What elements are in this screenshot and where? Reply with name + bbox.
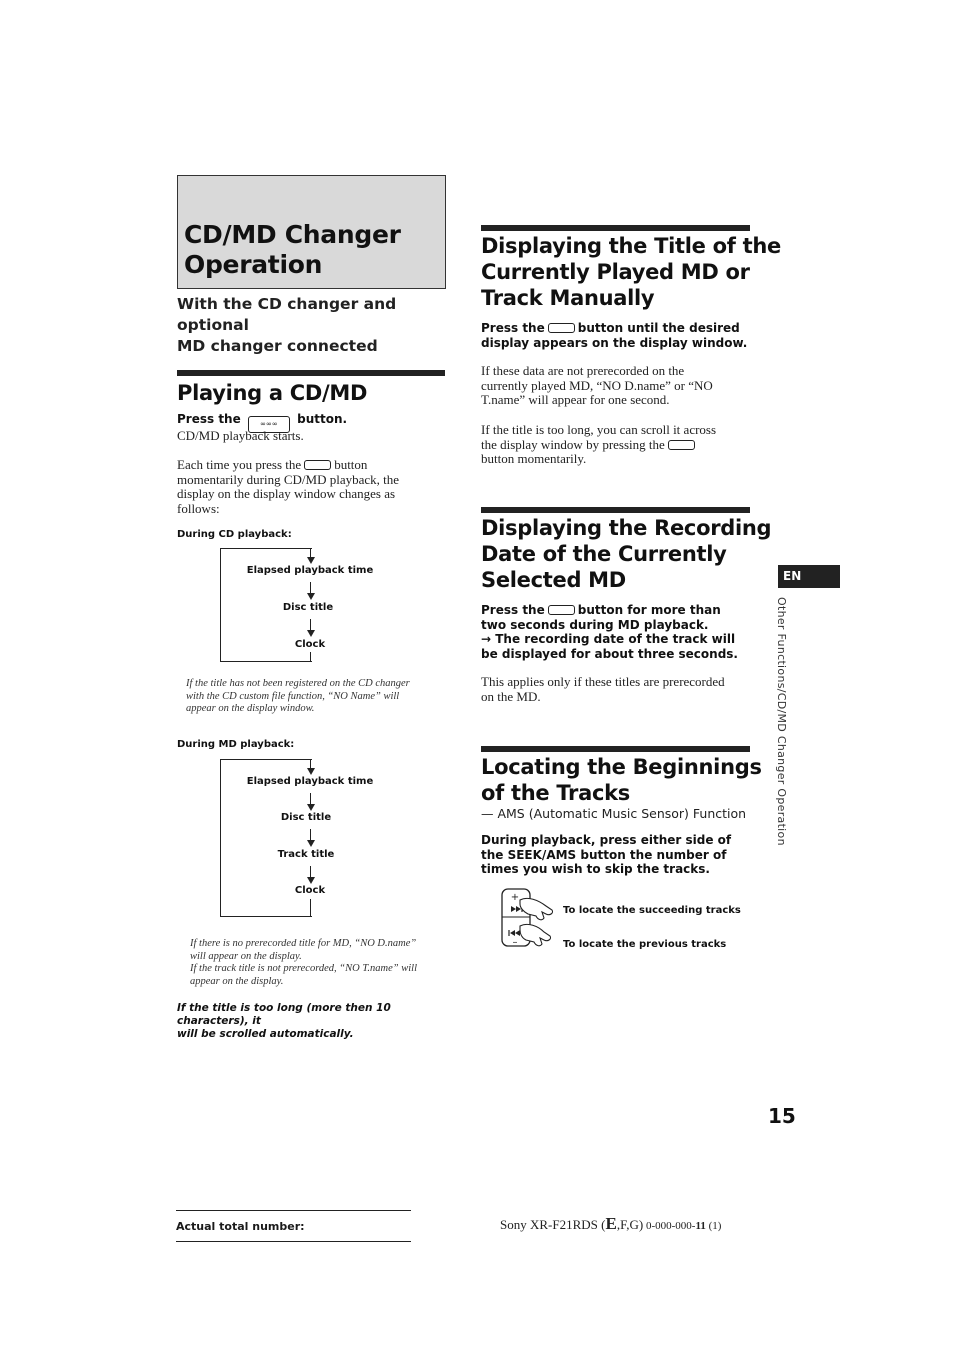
display-button-icon xyxy=(304,460,331,470)
section-rule xyxy=(481,746,750,752)
flow-arrow-icon xyxy=(307,548,315,564)
section-rule xyxy=(481,507,750,513)
instruction-recording-date: Press the button for more than two seconds during MD playback. → The recording date of the track will be displayed for about three seconds. xyxy=(481,603,738,661)
page-title xyxy=(184,220,401,280)
cd-playback-label: During CD playback: xyxy=(177,529,292,540)
display-button-icon xyxy=(548,323,575,333)
heading-title-display: Displaying the Title of the Currently Played MD or Track Manually xyxy=(481,234,781,310)
instruction-playing: Press the ∞∞∞ button. xyxy=(177,412,347,433)
footer-rule xyxy=(176,1210,411,1211)
display-button-icon xyxy=(548,605,575,615)
md-note: If there is no prerecorded title for MD, “NO D.name” will appear on the display. If the track title is not prerecorded, “NO T.name” will appear on the display. xyxy=(190,938,417,987)
page-subtitle: With the CD changer and optional MD changer connected xyxy=(177,295,397,355)
heading-playing: Playing a CD/MD xyxy=(177,381,368,405)
scroll-note: If the title is too long (more then 10 characters), it will be scrolled automatically. xyxy=(177,1002,391,1040)
source-button-icon: ∞∞∞ xyxy=(248,416,290,433)
cd-flow-item: Elapsed playback time xyxy=(246,565,374,576)
playback-starts: CD/MD playback starts. xyxy=(177,428,304,443)
instruction-locating: During playback, press either side of the SEEK/AMS button the number of times you wish to skip the tracks. xyxy=(481,833,732,876)
section-rule xyxy=(481,225,750,231)
display-button-icon xyxy=(668,440,695,450)
svg-text:+: + xyxy=(510,892,520,903)
footer-model-code: Sony XR-F21RDS (E,F,G) 0-000-000-11 (1) xyxy=(500,1214,722,1233)
md-flow-item: Disc title xyxy=(280,812,332,823)
flow-arrow-icon xyxy=(307,619,315,637)
paragraph-prerecorded: This applies only if these titles are prerecorded on the MD. xyxy=(481,674,725,704)
cd-note: If the title has not been registered on the CD changer with the CD custom file function, “NO Name” will appear on the display window. xyxy=(186,678,410,714)
cd-flow-item: Disc title xyxy=(282,602,334,613)
paragraph-scroll: If the title is too long, you can scroll it across the display window by pressing the button momentarily. xyxy=(481,422,717,466)
paragraph-each-time: Each time you press the button momentarily during CD/MD playback, the display on the display window changes as follows: xyxy=(177,457,400,516)
title-box xyxy=(177,175,446,289)
side-section-title: Other Functions/CD/MD Changer Operation xyxy=(775,597,788,846)
previous-tracks-label: To locate the previous tracks xyxy=(563,939,727,950)
instruction-title-display: Press the button until the desired display appears on the display window. xyxy=(481,321,748,350)
footer-total-label: Actual total number: xyxy=(176,1220,305,1233)
cd-flow-item: Clock xyxy=(294,639,326,650)
md-flow-item: Track title xyxy=(277,849,335,860)
page-title-line2: Operation xyxy=(184,250,323,279)
footer-rule xyxy=(176,1241,411,1242)
page-number: 15 xyxy=(768,1104,796,1128)
md-flow-item: Elapsed playback time xyxy=(246,776,374,787)
heading-recording-date: Displaying the Recording Date of the Currently Selected MD xyxy=(481,516,772,592)
flow-arrow-icon xyxy=(307,793,315,811)
svg-text:–: – xyxy=(512,937,518,948)
flow-arrow-icon xyxy=(307,759,315,775)
seek-ams-button-icon xyxy=(498,886,558,954)
heading-locating: Locating the Beginnings of the Tracks xyxy=(481,755,762,805)
section-rule xyxy=(177,370,445,376)
md-playback-label: During MD playback: xyxy=(177,739,295,750)
flow-arrow-icon xyxy=(307,866,315,884)
md-flow-item: Clock xyxy=(294,885,326,896)
paragraph-not-prerecorded: If these data are not prerecorded on the currently played MD, “NO D.name” or “NO T.name” will appear for one second. xyxy=(481,363,713,407)
flow-arrow-icon xyxy=(307,829,315,847)
page-title-line1: CD/MD Changer xyxy=(184,220,401,249)
ams-subtitle: — AMS (Automatic Music Sensor) Function xyxy=(481,806,747,821)
succeeding-tracks-label: To locate the succeeding tracks xyxy=(563,905,741,916)
language-tab: EN xyxy=(778,565,840,588)
flow-arrow-icon xyxy=(307,582,315,600)
